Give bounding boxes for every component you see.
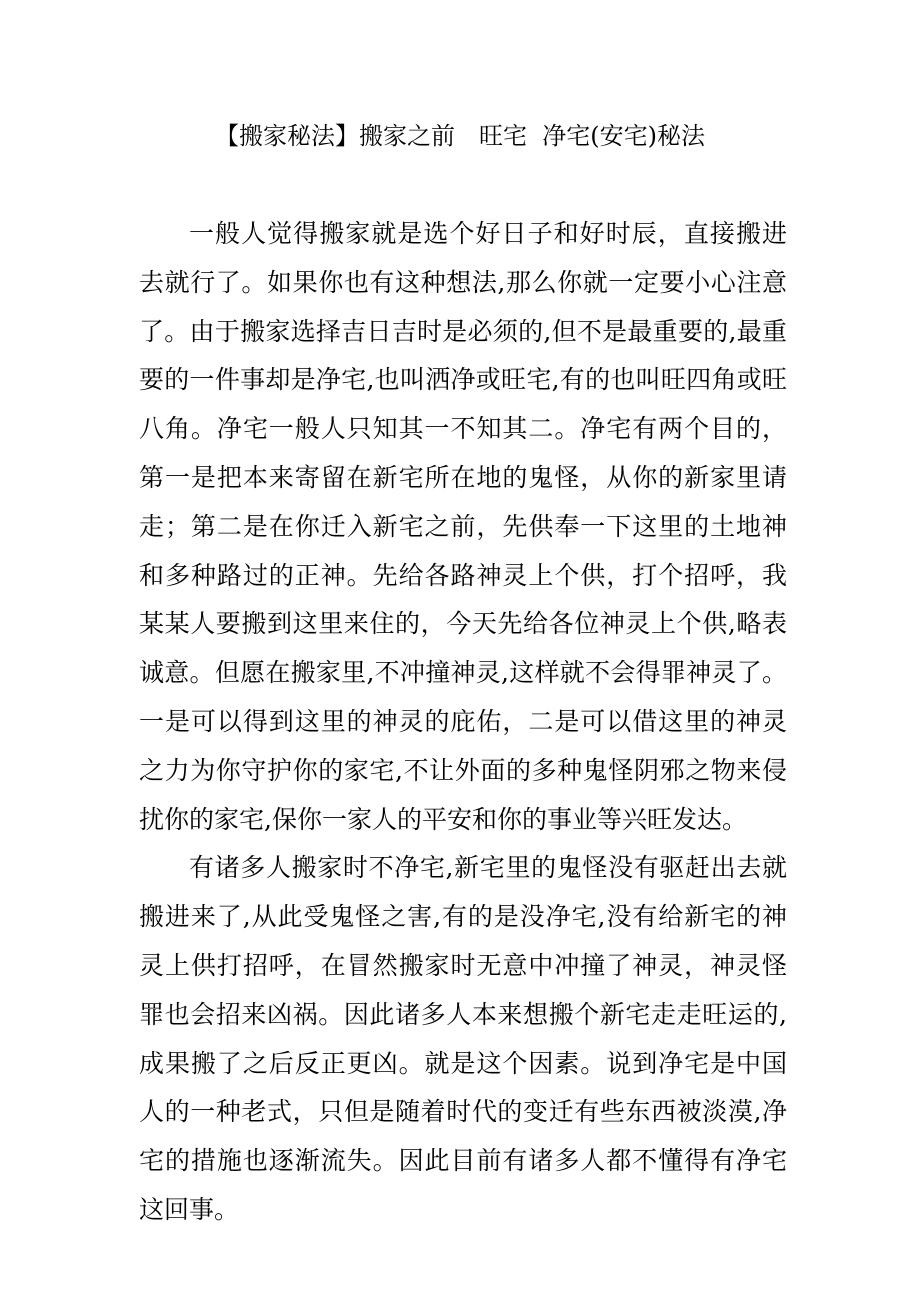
paragraph-1: 一般人觉得搬家就是选个好日子和好时辰，直接搬进去就行了。如果你也有这种想法,那么你就一定要小心注意了。由于搬家选择吉日吉时是必须的,但不是最重要的,最重要的一件事却是净宅,也叫洒净或旺宅,有的也叫旺四角或旺八角。净宅一般人只知其一不知其二。净宅有两个目的，第一是把本来寄留在新宅所在地的鬼怪，从你的新家里请走；第二是在你迁入新宅之前，先供奉一下这里的土地神和多种路过的正神。先给各路神灵上个供，打个招呼，我某某人要搬到这里来住的，今天先给各位神灵上个供,略表诚意。但愿在搬家里,不冲撞神灵,这样就不会得罪神灵了。一是可以得到这里的神灵的庇佑，二是可以借这里的神灵之力为你守护你的家宅,不让外面的多种鬼怪阴邪之物来侵扰你的家宅,保你一家人的平安和你的事业等兴旺发达。: [139, 219, 787, 834]
document-body: [139, 210, 787, 1235]
document-title: 【搬家秘法】搬家之前 旺宅 净宅(安宅)秘法: [215, 122, 705, 150]
paragraph-2: 有诸多人搬家时不净宅,新宅里的鬼怪没有驱赶出去就搬进来了,从此受鬼怪之害,有的是没净宅,没有给新宅的神灵上供打招呼，在冒然搬家时无意中冲撞了神灵，神灵怪罪也会招来凶祸。因此诸多人本来想搬个新宅走走旺运的,成果搬了之后反正更凶。就是这个因素。说到净宅是中国人的一种老式，只但是随着时代的变迁有些东西被淡漠,净宅的措施也逐渐流失。因此目前有诸多人都不懂得有净宅这回事。: [139, 853, 787, 1224]
